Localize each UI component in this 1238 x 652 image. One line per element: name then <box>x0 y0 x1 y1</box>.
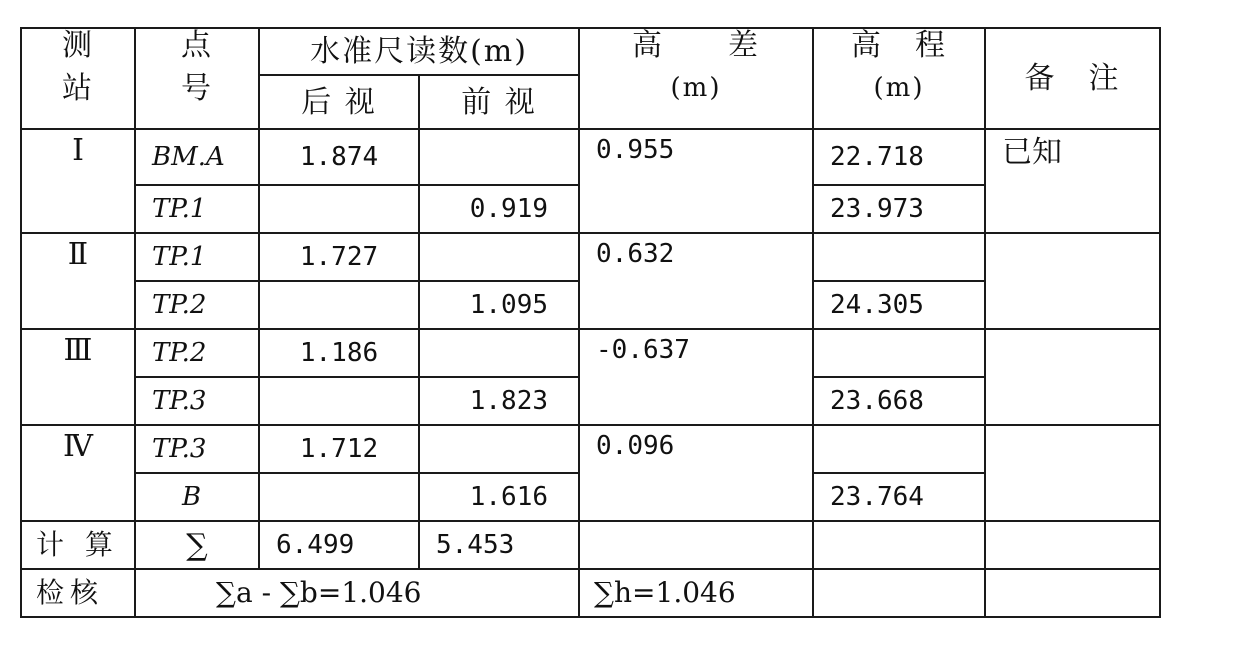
check-sum-back: 6.499 <box>259 521 419 569</box>
station-2-back-1: 1.727 <box>259 233 419 281</box>
check-formula-ab: ∑a - ∑b=1.046 <box>135 569 579 617</box>
header-station-line1: 测 <box>62 28 94 63</box>
station-4-elev-1 <box>813 425 985 473</box>
check-empty-elev-2 <box>813 569 985 617</box>
check-empty-diff <box>579 521 813 569</box>
station-2-remark <box>985 233 1160 329</box>
check-label-2: 检核 <box>21 569 135 617</box>
station-4-diff: 0.096 <box>579 425 813 521</box>
station-3-fore-1 <box>419 329 579 377</box>
header-point-line2: 号 <box>181 71 213 106</box>
header-elev-label: 高 程 <box>851 28 948 63</box>
station-3-back-1: 1.186 <box>259 329 419 377</box>
station-1-point-1: BM.A <box>135 129 259 185</box>
check-empty-elev <box>813 521 985 569</box>
station-2-point-2: TP.2 <box>135 281 259 329</box>
header-foresight: 前 视 <box>419 75 579 129</box>
station-1-fore-2: 0.919 <box>419 185 579 233</box>
station-1-back-1: 1.874 <box>259 129 419 185</box>
header-diff-label: 高 差 <box>632 28 761 63</box>
station-3-elev-1 <box>813 329 985 377</box>
check-empty-remark <box>985 521 1160 569</box>
station-1-back-2 <box>259 185 419 233</box>
station-1-diff: 0.955 <box>579 129 813 233</box>
station-4-id: Ⅳ <box>21 425 135 521</box>
header-reading: 水准尺读数(m) <box>259 28 579 75</box>
station-4-remark <box>985 425 1160 521</box>
station-3-elev-2: 23.668 <box>813 377 985 425</box>
station-1-elev-1: 22.718 <box>813 129 985 185</box>
station-1-remark: 已知 <box>985 129 1160 233</box>
station-2-id: Ⅱ <box>21 233 135 329</box>
header-station <box>21 28 135 129</box>
header-point <box>135 28 259 129</box>
header-elev <box>813 28 985 129</box>
station-3-remark <box>985 329 1160 425</box>
header-point-line1: 点 <box>181 28 213 63</box>
station-3-fore-2: 1.823 <box>419 377 579 425</box>
header-backsight: 后 视 <box>259 75 419 129</box>
header-diff-unit: (m) <box>670 73 722 103</box>
check-sum-fore: 5.453 <box>419 521 579 569</box>
station-4-back-2 <box>259 473 419 521</box>
station-3-diff: -0.637 <box>579 329 813 425</box>
station-2-diff: 0.632 <box>579 233 813 329</box>
station-4-back-1: 1.712 <box>259 425 419 473</box>
station-1-id: Ⅰ <box>21 129 135 233</box>
check-formula-h: ∑h=1.046 <box>579 569 813 617</box>
station-4-fore-2: 1.616 <box>419 473 579 521</box>
station-4-point-1: TP.3 <box>135 425 259 473</box>
station-4-fore-1 <box>419 425 579 473</box>
station-2-point-1: TP.1 <box>135 233 259 281</box>
station-1-elev-2: 23.973 <box>813 185 985 233</box>
station-1-point-2: TP.1 <box>135 185 259 233</box>
station-2-fore-2: 1.095 <box>419 281 579 329</box>
station-3-point-2: TP.3 <box>135 377 259 425</box>
station-2-back-2 <box>259 281 419 329</box>
station-2-elev-1 <box>813 233 985 281</box>
station-3-back-2 <box>259 377 419 425</box>
station-3-point-1: TP.2 <box>135 329 259 377</box>
header-elev-unit: (m) <box>873 73 925 103</box>
check-label-1: 计 算 <box>21 521 135 569</box>
station-3-id: Ⅲ <box>21 329 135 425</box>
leveling-table <box>20 27 1161 618</box>
leveling-record-sheet <box>20 27 1161 618</box>
header-remark: 备 注 <box>985 28 1160 129</box>
station-4-elev-2: 23.764 <box>813 473 985 521</box>
station-4-point-2: B <box>135 473 259 521</box>
header-station-line2: 站 <box>62 71 94 106</box>
station-2-elev-2: 24.305 <box>813 281 985 329</box>
station-2-fore-1 <box>419 233 579 281</box>
header-diff <box>579 28 813 129</box>
check-empty-remark-2 <box>985 569 1160 617</box>
check-sigma: ∑ <box>135 521 259 569</box>
station-1-fore-1 <box>419 129 579 185</box>
